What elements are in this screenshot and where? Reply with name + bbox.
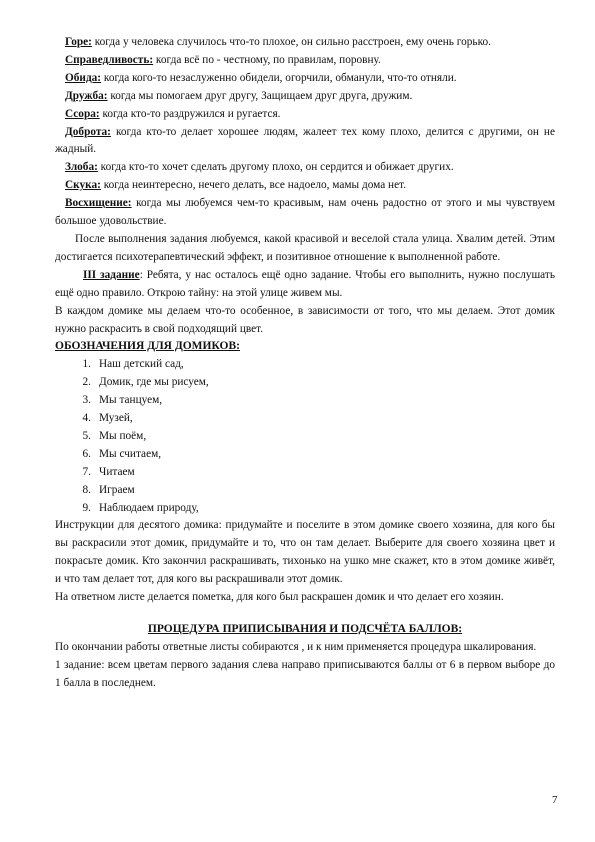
houses-list [55, 356, 555, 517]
definition-text: когда кто-то хочет сделать другому плохо, он сердится и обижает других. [97, 161, 454, 174]
list-item-number: 1. [82, 358, 91, 371]
definition-text: когда кого-то незаслуженно обидели, огорчили, обманули, что-то отняли. [101, 71, 457, 84]
each-house-paragraph: В каждом домике мы делаем что-то особенное, в зависимости от того, что мы делаем. Этот домик нужно раскрасить в свой подходящий цвет. [55, 304, 555, 335]
definition-term: Доброта: [65, 125, 111, 138]
list-item-text: Наш детский сад, [99, 358, 184, 371]
list-item-number: 6. [82, 447, 91, 460]
definition-quarrel [55, 106, 555, 124]
list-item-text: Мы считаем, [99, 447, 162, 460]
definition-text: когда кто-то делает хорошее людям, жалеет тех кому плохо, делится с другими, он не жадный. [55, 125, 555, 156]
definition-anger [55, 159, 555, 177]
definition-text: когда мы помогаем друг другу, Защищаем друг друга, дружим. [107, 89, 413, 102]
task3-paragraph [55, 267, 555, 303]
definition-term: Справедливость: [65, 53, 154, 66]
scoring-heading: ПРОЦЕДУРА ПРИПИСЫВАНИЯ И ПОДСЧЁТА БАЛЛОВ: [147, 623, 463, 635]
definition-term: Ссора: [65, 107, 100, 120]
list-item [55, 428, 555, 446]
list-item-number: 5. [82, 429, 91, 442]
list-item-number: 7. [82, 465, 91, 478]
definition-boredom [55, 177, 555, 195]
definition-justice [55, 52, 555, 70]
list-item [55, 464, 555, 482]
definition-term: Злоба: [65, 161, 98, 174]
list-item-text: Домик, где мы рисуем, [99, 376, 209, 389]
document-page [55, 34, 555, 693]
definition-term: Дружба: [65, 89, 108, 102]
task1-scoring-paragraph: 1 задание: всем цветам первого задания слева направо приписываются баллы от 6 в первом выборе до 1 балла в последнем. [55, 658, 555, 689]
definition-term: Восхищение: [65, 197, 132, 210]
definition-text: когда мы любуемся чем-то красивым, нам очень радостно от этого и мы чувствуем большое удовольствие. [55, 197, 555, 228]
list-item-number: 4. [82, 412, 91, 425]
definition-text: когда кто-то раздружился и ругается. [99, 107, 281, 120]
definition-resentment [55, 70, 555, 88]
list-item [55, 446, 555, 464]
list-item-text: Читаем [99, 465, 135, 478]
definition-text: когда неинтересно, нечего делать, все надоело, мамы дома нет. [100, 179, 407, 192]
list-item-text: Мы поём, [99, 429, 147, 442]
tenth-house-paragraph: Инструкции для десятого домика: придумайте и поселите в этом домике своего хозяина, для кого бы вы раскрасили этот домик, придумайте и то, что он там делает. Выберите для своего хозяина цвет и покрасьте домик. Кто закончил раскрашивать, тихонько на ушко мне скажет, кто в этом домике живёт, и что там делает тот, для кого вы раскрашивали этот домик. [55, 519, 555, 586]
list-item [55, 500, 555, 518]
list-item-number: 9. [82, 501, 91, 514]
definition-text: когда у человека случилось что-то плохое, он сильно расстроен, ему очень горько. [91, 36, 491, 48]
definition-friendship [55, 88, 555, 106]
list-item-number: 3. [82, 394, 91, 407]
list-item-number: 8. [82, 483, 91, 496]
task3-text: : Ребята, у нас осталось ещё одно задание. Чтобы его выполнить, нужно послушать ещё одно правило. Открою тайну: на этой улице живем мы. [55, 268, 555, 299]
page-number: 7 [552, 794, 558, 806]
definition-kindness [55, 124, 555, 160]
definition-term: Скука: [65, 179, 101, 192]
list-item [55, 392, 555, 410]
definition-admiration [55, 195, 555, 231]
answer-sheet-paragraph: На ответном листе делается пометка, для кого был раскрашен домик и что делает его хозяин. [55, 591, 504, 604]
houses-heading: ОБОЗНАЧЕНИЯ ДЛЯ ДОМИКОВ: [55, 340, 240, 353]
list-item [55, 374, 555, 392]
list-item [55, 410, 555, 428]
list-item [55, 482, 555, 500]
list-item [55, 356, 555, 374]
definition-term: Горе: [65, 36, 92, 48]
definition-text: когда всё по - честному, по правилам, поровну. [153, 53, 381, 66]
after-task-paragraph: После выполнения задания любуемся, какой красивой и веселой стала улица. Хвалим детей. Этим достигается психотерапевтический эффект, и позитивное отношение к выполненной работе. [55, 232, 555, 263]
list-item-number: 2. [82, 376, 91, 389]
definition-term: Обида: [65, 71, 102, 84]
list-item-text: Наблюдаем природу, [99, 501, 199, 514]
list-item-text: Мы танцуем, [99, 394, 163, 407]
list-item-text: Играем [99, 483, 135, 496]
list-item-text: Музей, [99, 412, 133, 425]
definition-grief [55, 34, 555, 52]
scoring-paragraph: По окончании работы ответные листы собираются , и к ним применяется процедура шкалирования. [55, 640, 537, 653]
task3-label: III задание [83, 268, 140, 281]
